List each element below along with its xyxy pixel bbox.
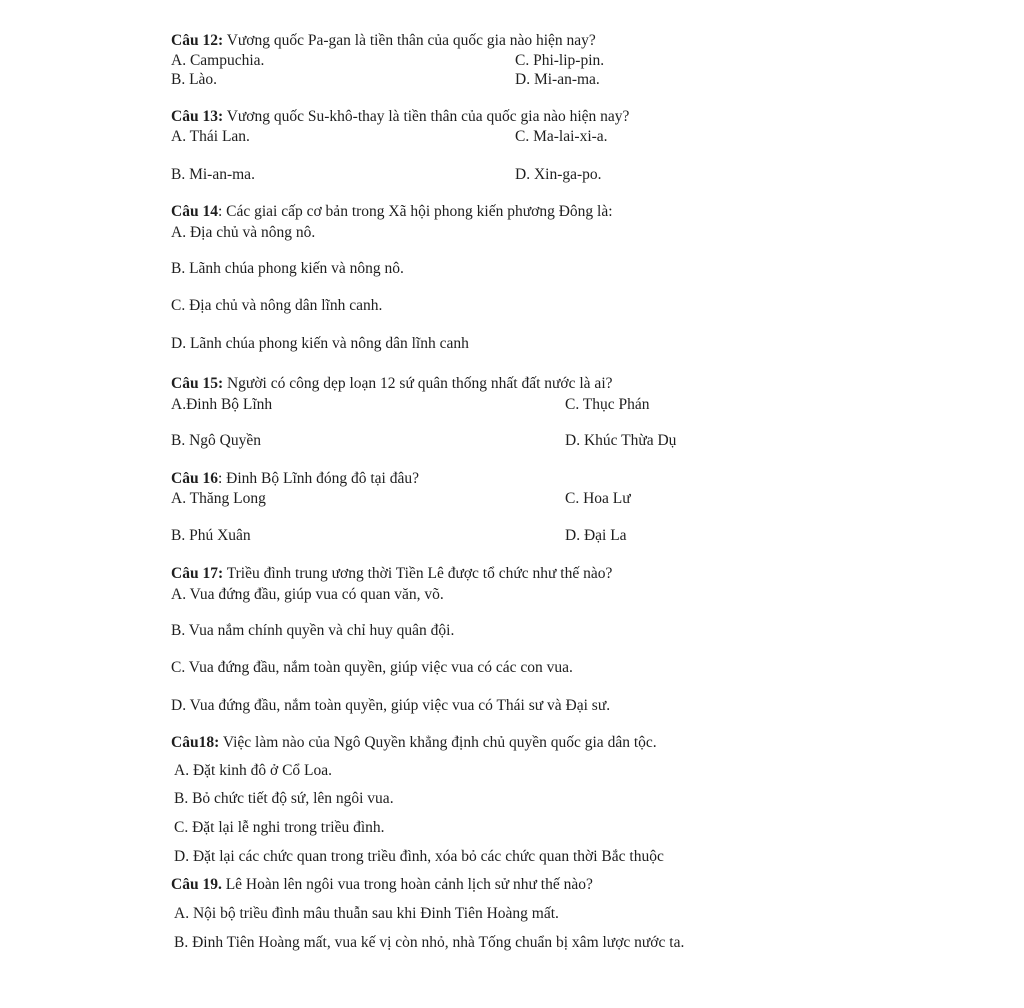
option-d: D. Đặt lại các chức quan trong triều đình, xóa bỏ các chức quan thời Bắc thuộc [174, 848, 664, 865]
question-number: Câu 14 [171, 203, 218, 220]
question-13 [171, 108, 629, 126]
option-d: D. Mi-an-ma. [515, 71, 600, 88]
question-text: : Các giai cấp cơ bản trong Xã hội phong kiến phương Đông là: [217, 203, 613, 220]
question-text: : Đinh Bộ Lĩnh đóng đô tại đâu? [217, 470, 419, 487]
option-a: A. Địa chủ và nông nô. [171, 224, 316, 241]
option-b: B. Mi-an-ma. [171, 166, 255, 183]
option-b: B. Phú Xuân [171, 527, 251, 544]
option-b: B. Bỏ chức tiết độ sứ, lên ngôi vua. [174, 790, 394, 807]
question-19 [171, 876, 593, 894]
option-c: C. Thục Phán [565, 396, 650, 413]
option-b: B. Lãnh chúa phong kiến và nông nô. [171, 260, 404, 277]
question-14 [171, 203, 613, 221]
option-a: A. Campuchia. [171, 52, 265, 69]
option-a: A.Đinh Bộ Lĩnh [171, 396, 273, 413]
question-18 [171, 734, 657, 752]
question-16 [171, 470, 419, 488]
option-b: B. Ngô Quyền [171, 432, 261, 449]
question-number: Câu 19. [171, 876, 222, 893]
option-c: C. Địa chủ và nông dân lĩnh canh. [171, 297, 383, 314]
option-c: C. Đặt lại lễ nghi trong triều đình. [174, 819, 385, 836]
question-17 [171, 565, 612, 583]
question-number: Câu 15: [171, 375, 224, 392]
question-text: Lê Hoàn lên ngôi vua trong hoàn cảnh lịch sử như thế nào? [221, 876, 593, 893]
option-d: D. Đại La [565, 527, 627, 544]
option-b: B. Vua nắm chính quyền và chỉ huy quân đội. [171, 622, 455, 639]
question-number: Câu18: [171, 734, 220, 751]
question-number: Câu 16 [171, 470, 218, 487]
option-b: B. Đinh Tiên Hoàng mất, vua kế vị còn nhỏ, nhà Tống chuẩn bị xâm lược nước ta. [174, 934, 685, 951]
option-d: D. Xin-ga-po. [515, 166, 602, 183]
question-text: Vương quốc Pa-gan là tiền thân của quốc gia nào hiện nay? [223, 32, 596, 49]
option-c: C. Phi-lip-pin. [515, 52, 605, 69]
option-d: D. Khúc Thừa Dụ [565, 432, 677, 449]
question-number: Câu 12: [171, 32, 224, 49]
question-number: Câu 13: [171, 108, 224, 125]
option-a: A. Đặt kinh đô ở Cổ Loa. [174, 762, 333, 779]
option-a: A. Thái Lan. [171, 128, 250, 145]
question-text: Triều đình trung ương thời Tiền Lê được tổ chức như thế nào? [223, 565, 613, 582]
option-d: D. Vua đứng đầu, nắm toàn quyền, giúp việc vua có Thái sư và Đại sư. [171, 697, 611, 714]
question-text: Vương quốc Su-khô-thay là tiền thân của quốc gia nào hiện nay? [223, 108, 630, 125]
question-12 [171, 32, 596, 50]
question-text: Việc làm nào của Ngô Quyền khẳng định chủ quyền quốc gia dân tộc. [219, 734, 657, 751]
option-b: B. Lào. [171, 71, 218, 88]
option-c: C. Hoa Lư [565, 490, 631, 507]
option-a: A. Vua đứng đầu, giúp vua có quan văn, võ. [171, 586, 444, 603]
question-text: Người có công dẹp loạn 12 sứ quân thống nhất đất nước là ai? [223, 375, 613, 392]
question-15 [171, 375, 613, 393]
option-d: D. Lãnh chúa phong kiến và nông dân lĩnh canh [171, 335, 469, 352]
option-c: C. Ma-lai-xi-a. [515, 128, 608, 145]
question-number: Câu 17: [171, 565, 224, 582]
option-c: C. Vua đứng đầu, nắm toàn quyền, giúp việc vua có các con vua. [171, 659, 573, 676]
option-a: A. Nội bộ triều đình mâu thuẫn sau khi Đinh Tiên Hoàng mất. [174, 905, 559, 922]
option-a: A. Thăng Long [171, 490, 266, 507]
